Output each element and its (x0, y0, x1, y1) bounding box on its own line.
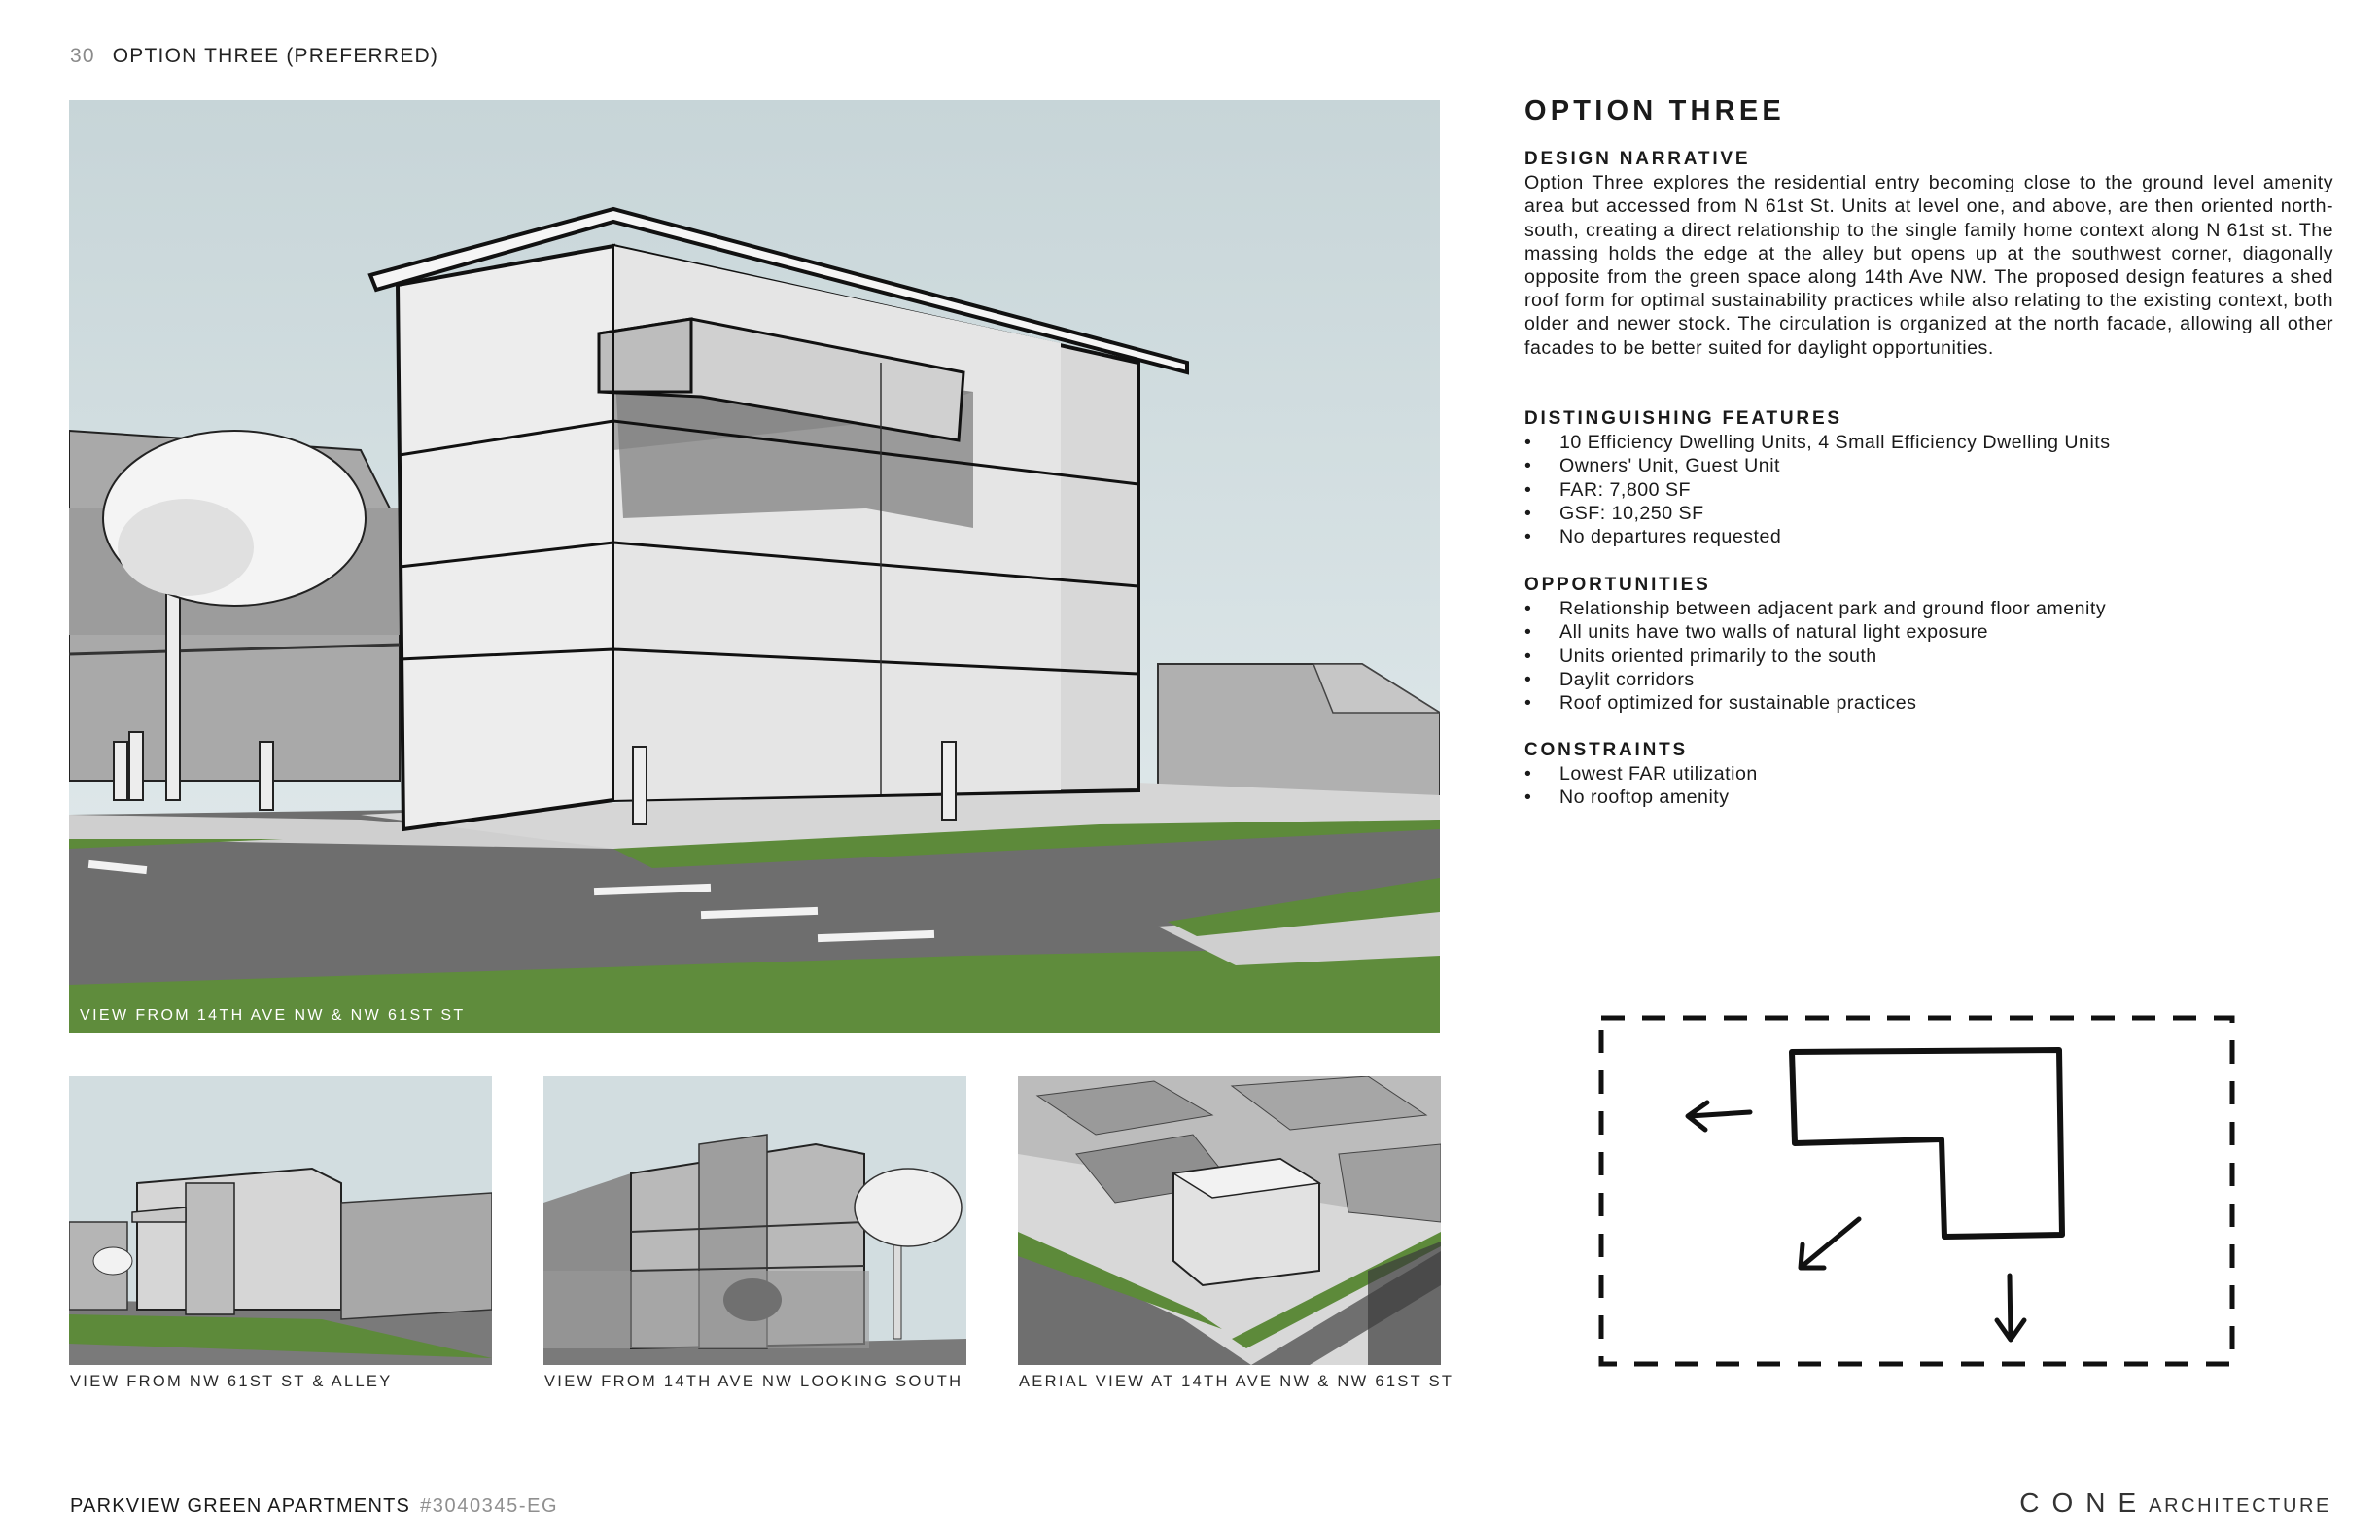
list-item: • Owners' Unit, Guest Unit (1524, 454, 2333, 477)
project-code: #3040345-EG (420, 1495, 559, 1517)
distinguishing-features-section (1524, 407, 2333, 548)
page-number: 30 (70, 45, 95, 67)
firm-logo (2019, 1488, 2331, 1519)
constraints-section (1524, 739, 2333, 810)
page-header (70, 45, 438, 68)
arrow-west-icon (1688, 1102, 1750, 1130)
aerial-view-rendering (1018, 1076, 1441, 1365)
list-item: • Daylit corridors (1524, 668, 2333, 691)
list-item: • FAR: 7,800 SF (1524, 478, 2333, 502)
constraints-heading: CONSTRAINTS (1524, 740, 1689, 760)
list-item: • Relationship between adjacent park and ground floor amenity (1524, 597, 2333, 620)
footer-project (70, 1495, 558, 1518)
thumbnail-south-view (543, 1076, 966, 1365)
list-item: • 10 Efficiency Dwelling Units, 4 Small Efficiency Dwelling Units (1524, 431, 2333, 454)
distinguishing-features-list (1524, 431, 2333, 548)
street-view-rendering (69, 100, 1440, 1033)
list-item: • Units oriented primarily to the south (1524, 645, 2333, 668)
design-narrative-heading: DESIGN NARRATIVE (1524, 149, 1751, 169)
main-image-caption: VIEW FROM 14TH AVE NW & NW 61ST ST (80, 1007, 466, 1024)
thumbnail-alley-view (69, 1076, 492, 1365)
list-item: • GSF: 10,250 SF (1524, 502, 2333, 525)
list-item: • Lowest FAR utilization (1524, 762, 2333, 786)
main-rendering (69, 100, 1440, 1033)
opportunities-list (1524, 597, 2333, 715)
thumbnail-caption-2: VIEW FROM 14TH AVE NW LOOKING SOUTH (544, 1373, 963, 1390)
south-view-rendering (543, 1076, 966, 1365)
massing-diagram (1594, 1011, 2246, 1371)
firm-suffix: ARCHITECTURE (2149, 1495, 2331, 1517)
project-name: PARKVIEW GREEN APARTMENTS (70, 1495, 411, 1517)
option-title: OPTION THREE (1524, 95, 1785, 126)
arrow-south-icon (1997, 1276, 2024, 1340)
list-item: • No departures requested (1524, 525, 2333, 548)
thumbnail-caption-3: AERIAL VIEW AT 14TH AVE NW & NW 61ST ST (1019, 1373, 1454, 1390)
page-heading: OPTION THREE (PREFERRED) (112, 45, 439, 67)
constraints-list (1524, 762, 2333, 809)
thumbnail-aerial-view (1018, 1076, 1441, 1365)
opportunities-section (1524, 574, 2333, 715)
list-item: • All units have two walls of natural light exposure (1524, 620, 2333, 644)
arrow-southwest-icon (1801, 1219, 1859, 1268)
design-narrative-text: Option Three explores the residential entry becoming close to the ground level amenity area but accessed from N 61st St. Units at level one, and above, are then oriented north-south, creating a direct relationship to the single family home context along N 61st st. The massing holds the edge at the alley but opens up at the southwest corner, diagonally opposite from the green space along 14th Ave NW. The proposed design features a shed roof form for optimal sustainability practices while also relating to the existing context, both older and newer stock. The circulation is organized at the north facade, allowing all other facades to be better suited for daylight opportunities. (1524, 172, 2333, 359)
firm-name: CONE (2019, 1488, 2150, 1518)
site-orientation-diagram (1594, 1011, 2246, 1371)
distinguishing-features-heading: DISTINGUISHING FEATURES (1524, 408, 1842, 429)
alley-view-rendering (69, 1076, 492, 1365)
list-item: • Roof optimized for sustainable practices (1524, 691, 2333, 715)
opportunities-heading: OPPORTUNITIES (1524, 575, 1711, 595)
design-narrative-section (1524, 148, 2333, 360)
thumbnail-caption-1: VIEW FROM NW 61ST ST & ALLEY (70, 1373, 393, 1390)
list-item: • No rooftop amenity (1524, 786, 2333, 809)
